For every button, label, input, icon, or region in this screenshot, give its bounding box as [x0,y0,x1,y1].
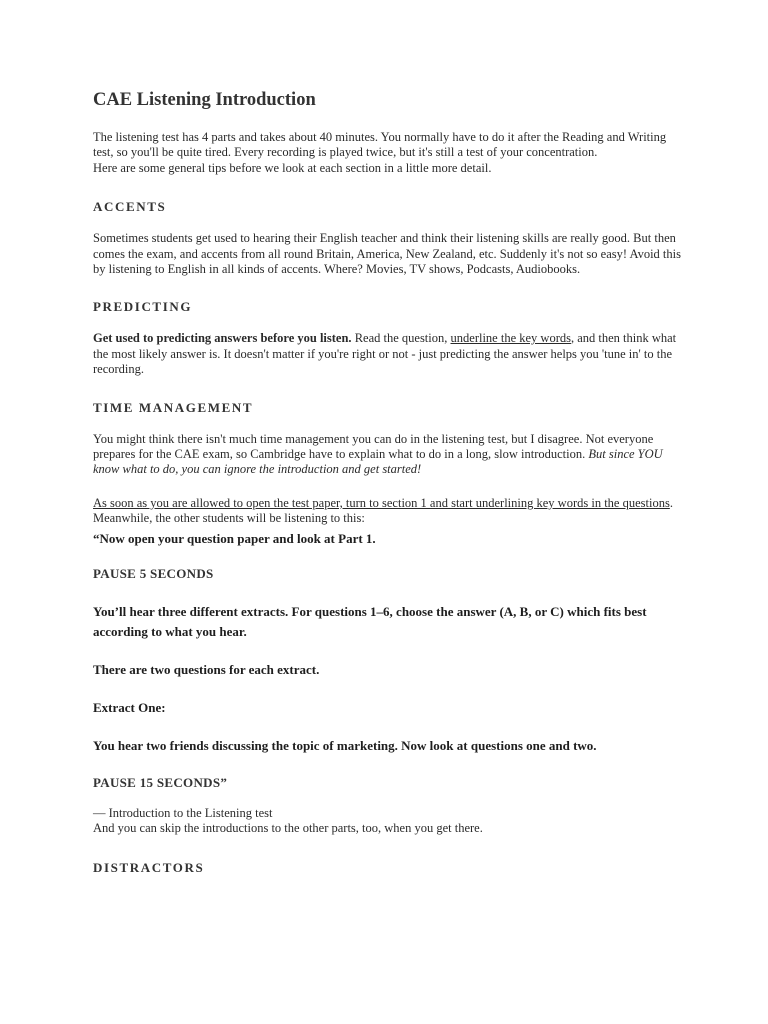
predicting-lead: Get used to predicting answers before you listen. [93,331,352,346]
time-management-heading: TIME MANAGEMENT [93,399,254,415]
distractors-heading: DISTRACTORS [93,859,205,875]
pause-5-seconds: PAUSE 5 SECONDS [93,565,214,581]
time-management-paragraph [93,432,683,478]
predicting-text-b: , and then think what the most likely answer is. It doesn't matter if you're right or not - just predicting the answer helps you 'tune in' to the recording. [93,331,677,377]
quote-line-2: You’ll hear three different extracts. For questions 1–6, choose the answer (A, B, or C) which fits best according to what you hear. [93,603,647,639]
quote-line-5: You hear two friends discussing the topic of marketing. Now look at questions one and two. [93,737,597,753]
accents-heading: ACCENTS [93,199,167,215]
intro-paragraph: The listening test has 4 parts and takes about 40 minutes. You normally have to do it after the Reading and Writing test, so you'll be quite tired. Every recording is played twice, but it's still a test of your concentration. [93,130,667,160]
underline-key-words: underline the key words [450,331,571,346]
intro-tips-paragraph: Here are some general tips before we look at each section in a little more detail. [93,160,492,175]
time-management-after: . Meanwhile, the other students will be listening to this: [93,495,673,526]
predicting-text-a: Read the question, [351,331,451,346]
accents-paragraph: Sometimes students get used to hearing their English teacher and think their listening skills are really good. But then comes the exam, and accents from all round Britain, America, New Zealand, etc. Suddenly it's not so easy! Avoid this by listening to English in all kinds of accents. Where? Movies, TV shows, Podcasts, Audiobooks. [93,231,681,277]
document-page [93,88,683,876]
quote-attribution: — Introduction to the Listening test [93,805,273,820]
quote-line-3: There are two questions for each extract. [93,661,320,677]
predicting-paragraph [93,331,683,377]
time-management-underlined: As soon as you are allowed to open the test paper, turn to section 1 and start underlining key words in the questions [93,495,670,510]
pause-15-seconds: PAUSE 15 SECONDS” [93,774,228,790]
quote-line-1: “Now open your question paper and look at Part 1. [93,530,376,546]
page-title: CAE Listening Introduction [93,90,316,110]
time-management-italic: But since YOU know what to do, you can ignore the introduction and get started! [93,447,663,477]
quote-line-4: Extract One: [93,699,166,715]
time-management-text: You might think there isn't much time management you can do in the listening test, but I disagree. Not everyone prepares for the CAE exam, so Cambridge have to explain what to do in a long, slow introduction. [93,431,654,462]
predicting-heading: PREDICTING [93,299,193,315]
time-management-tip [93,496,683,527]
skip-introductions-note: And you can skip the introductions to the other parts, too, when you get there. [93,821,483,836]
